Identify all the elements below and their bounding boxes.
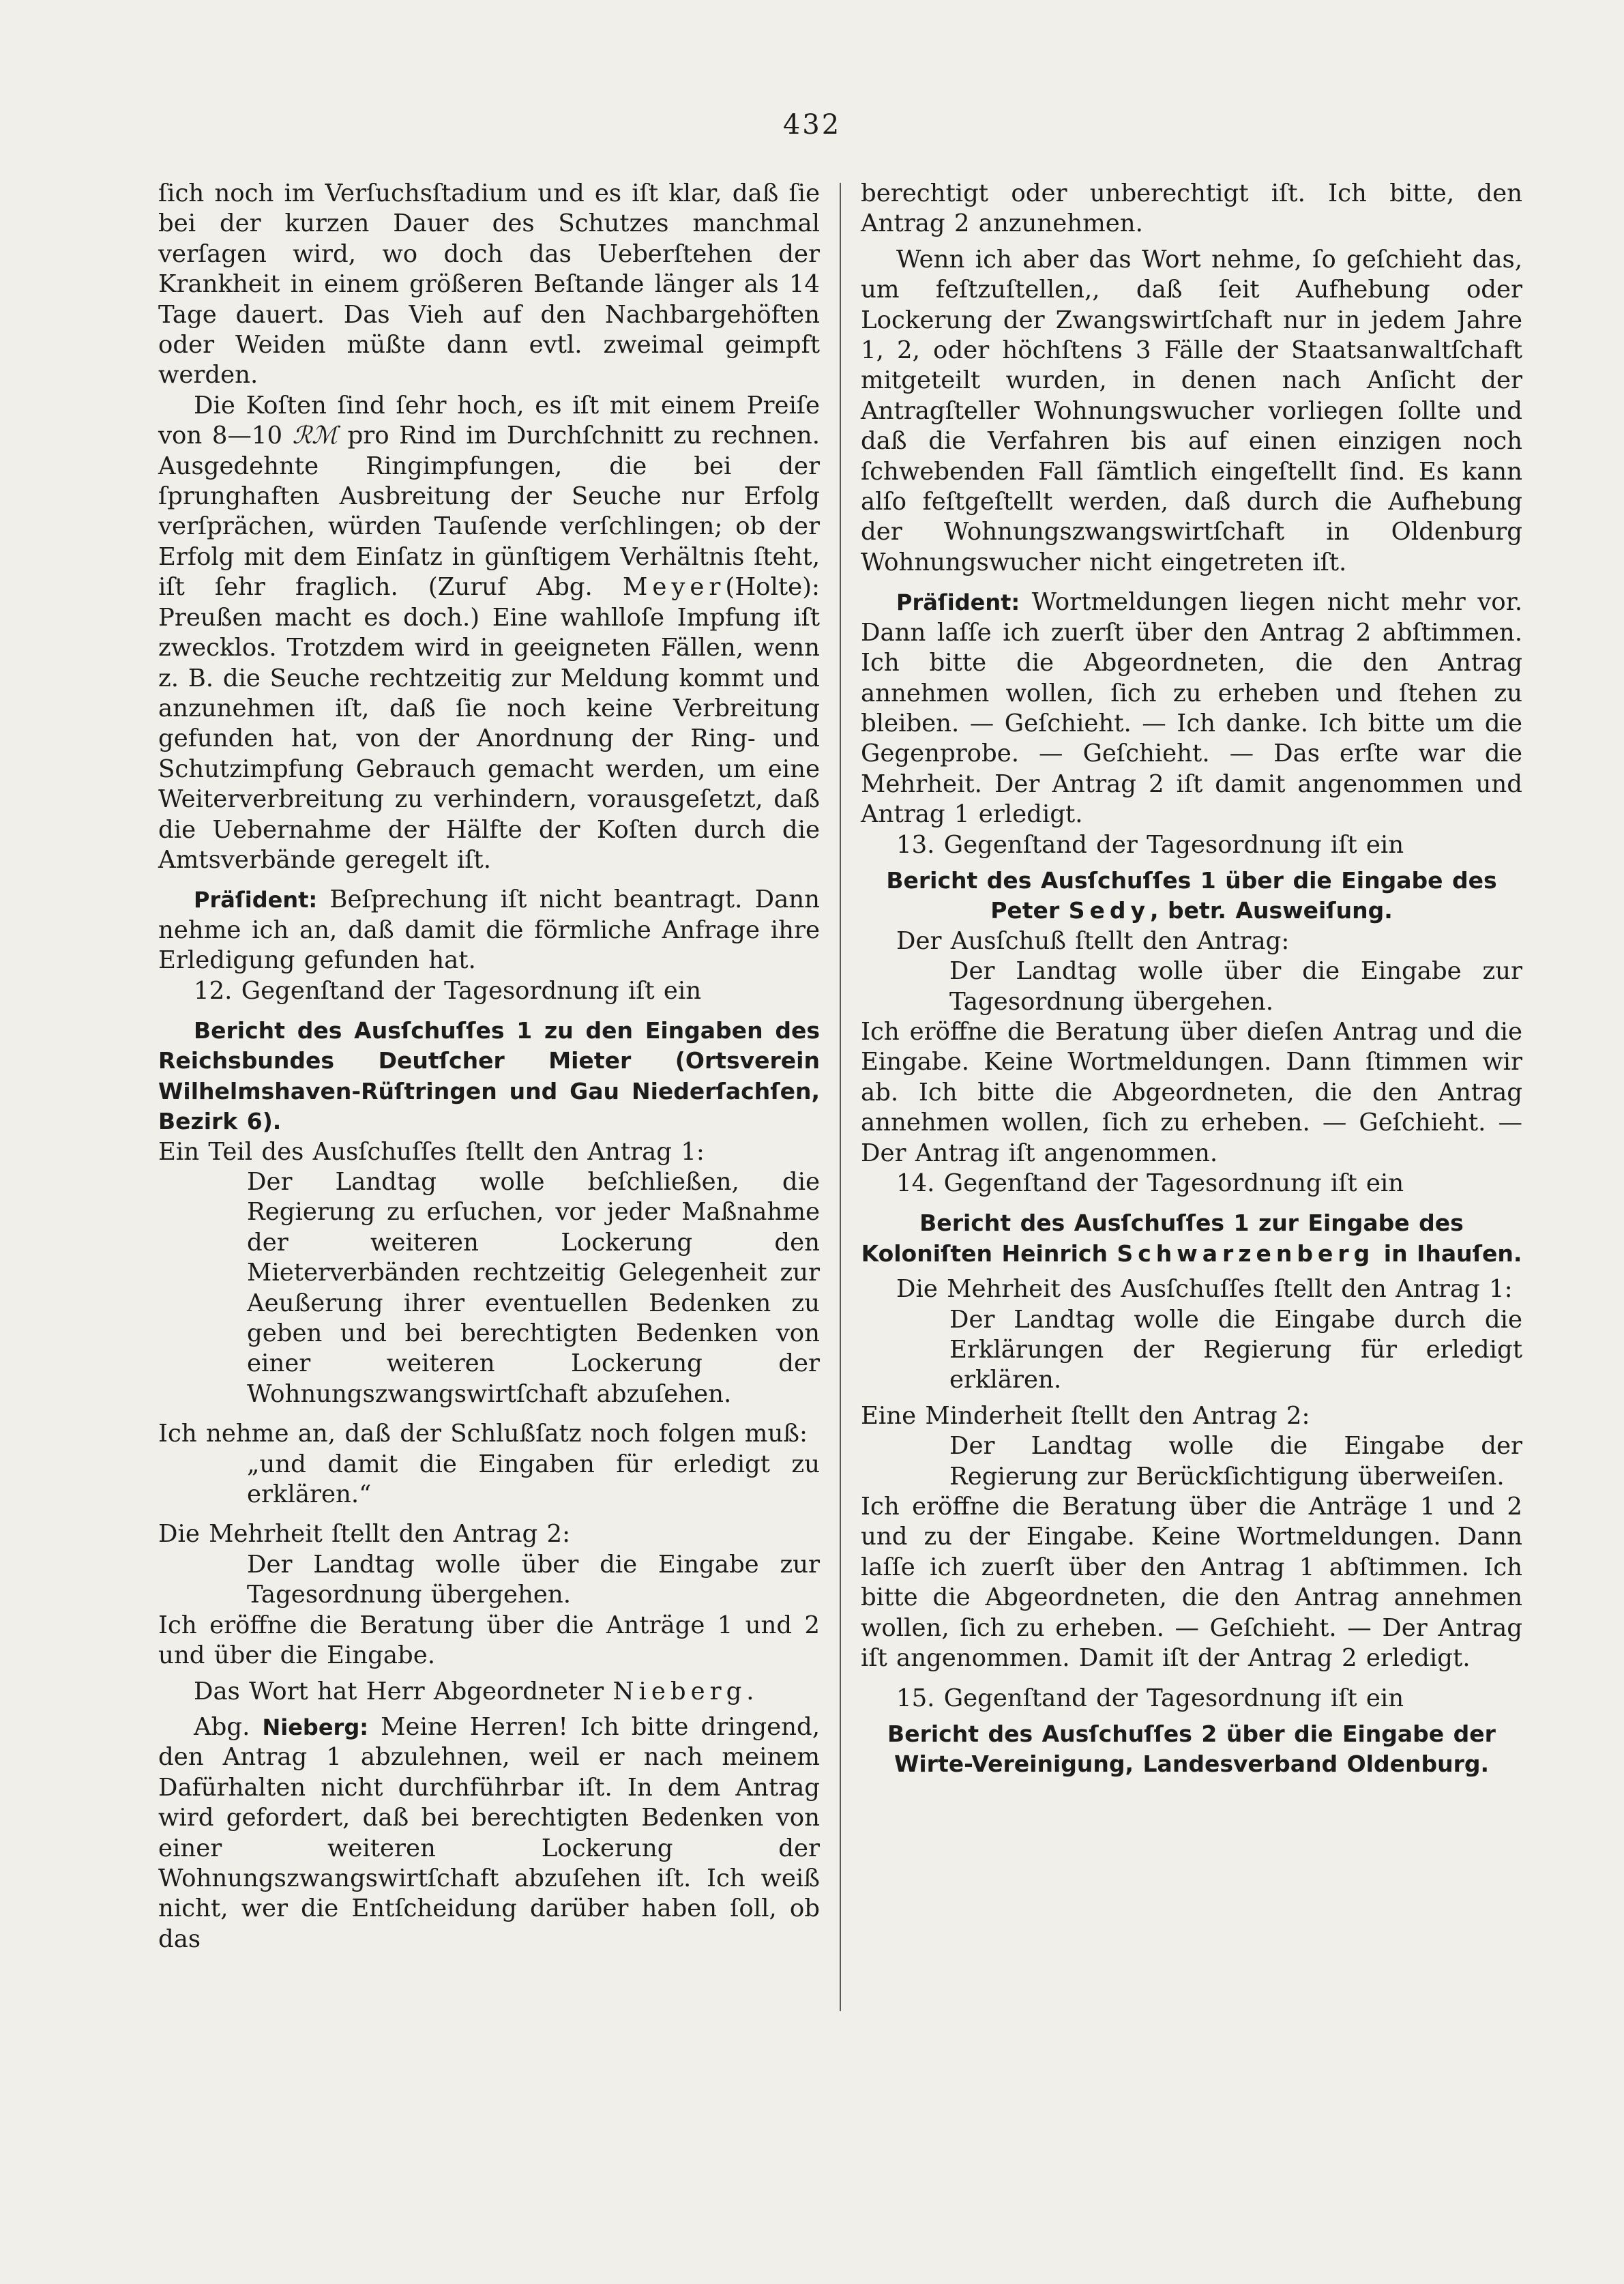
motion-text: Der Landtag wolle die Eingabe der Regierung zur Berückſichtigung überweiſen. <box>949 1432 1522 1491</box>
paragraph: Das Wort hat Herr Abgeordneter Nieberg. <box>194 1677 754 1705</box>
speaker-name: Nieberg <box>612 1677 747 1705</box>
paragraph: Präſident: Beſprechung iſt nicht beantragt. Dann nehme ich an, daß damit die förmliche Anfrage ihre Erledigung gefunden hat. <box>158 885 820 975</box>
paragraph: Wenn ich aber das Wort nehme, ſo geſchieht das, um feſtzuſtellen,, daß ſeit Aufhebung oder Lockerung der Zwangswirtſchaft nur in jedem Jahre 1, 2, oder höchſtens 3 Fälle der Staatsanwaltſchaft mitgeteilt wurden, in denen nach Anſicht der Antragſteller Wohnungswucher vorliegen ſollte und daß die Verfahren bis auf einen einzigen noch ſchwebenden Fall ſämtlich eingeſtellt ſind. Es kann alſo feſtgeſtellt werden, daß durch die Aufhebung der Wohnungszwangswirtſchaft in Oldenburg Wohnungswucher nicht eingetreten iſt. <box>861 245 1522 576</box>
paragraph: ſich noch im Verſuchsſtadium und es iſt klar, daß ſie bei der kurzen Dauer des Schutzes manchmal verſagen wird, wo doch das Ueberſtehen der Krankheit in einem größeren Beſtande länger als 14 Tage dauert. Das Vieh auf den Nachbargehöften oder Weiden müßte dann evtl. zweimal geimpft werden. <box>158 179 820 390</box>
paragraph: Ich nehme an, daß der Schlußſatz noch folgen muß: <box>158 1420 808 1448</box>
petitioner-name: Sedy <box>1068 897 1151 924</box>
paragraph: Eine Minderheit ſtellt den Antrag 2: <box>861 1401 1310 1430</box>
page-number: 432 <box>782 109 842 141</box>
motion-text: Der Landtag wolle beſchließen, die Regierung zu erſuchen, vor jeder Maßnahme der weiteren Lockerung den Mieterverbänden rechtzeitig Gelegenheit zur Aeußerung ihrer eventuellen Bedenken zu geben und bei berechtigten Bedenken von einer weiteren Lockerung der Wohnungszwangswirtſchaft abzuſehen. <box>247 1168 820 1408</box>
agenda-item: 14. Gegenſtand der Tagesordnung iſt ein <box>896 1169 1404 1197</box>
currency-symbol: ℛℳ <box>292 422 338 450</box>
paragraph: Ein Teil des Ausſchuſſes ſtellt den Antrag 1: <box>158 1137 705 1166</box>
text-columns <box>158 179 1522 2198</box>
agenda-heading: Bericht des Ausſchuſſes 1 zu den Eingaben des Reichsbundes Deutſcher Mieter (Ortsverein Wilhelmshaven-Rüſtringen und Gau Niederſachſen, Bezirk 6). <box>158 1016 820 1135</box>
speaker-label: Präſident: <box>896 589 1020 616</box>
speaker-name: Meyer <box>622 573 726 602</box>
motion-text: Der Landtag wolle über die Eingabe zur Tagesordnung übergehen. <box>247 1550 820 1609</box>
agenda-heading: Bericht des Ausſchuſſes 1 zur Eingabe des Koloniſten Heinrich Schwarzenberg in Ihauſen. <box>861 1210 1522 1267</box>
paragraph: Präſident: Wortmeldungen liegen nicht mehr vor. Dann laſſe ich zuerſt über den Antrag 2 abſtimmen. Ich bitte die Abgeordneten, die den Antrag annehmen wollen, ſich zu erheben und ſtehen zu bleiben. — Geſchieht. — Ich danke. Ich bitte um die Gegenprobe. — Geſchieht. — Das erſte war die Mehrheit. Der Antrag 2 iſt damit angenommen und Antrag 1 erledigt. <box>861 588 1522 829</box>
column-divider <box>840 183 841 2011</box>
motion-text: Der Landtag wolle die Eingabe durch die Erklärungen der Regierung für erledigt erklären. <box>949 1305 1522 1394</box>
paragraph: Ich eröffne die Beratung über dieſen Antrag und die Eingabe. Keine Wortmeldungen. Dann ſtimmen wir ab. Ich bitte die Abgeordneten, die den Antrag annehmen wollen, ſich zu erheben. — Geſchieht. — Der Antrag iſt angenommen. <box>861 1017 1522 1167</box>
right-column <box>861 179 1522 2198</box>
paragraph: Die Mehrheit des Ausſchuſſes ſtellt den Antrag 1: <box>896 1275 1513 1304</box>
agenda-item: 13. Gegenſtand der Tagesordnung iſt ein <box>896 830 1404 859</box>
paragraph: berechtigt oder unberechtigt iſt. Ich bitte, den Antrag 2 anzunehmen. <box>861 179 1522 238</box>
agenda-item: 15. Gegenſtand der Tagesordnung iſt ein <box>896 1684 1404 1712</box>
petitioner-name: Schwarzenberg <box>1117 1240 1375 1267</box>
agenda-heading: Bericht des Ausſchuſſes 2 über die Eingabe der Wirte-Vereinigung, Landesverband Oldenburg. <box>887 1720 1496 1778</box>
motion-text: „und damit die Eingaben für erledigt zu erklären.“ <box>247 1450 820 1509</box>
paragraph: Die Mehrheit ſtellt den Antrag 2: <box>158 1520 571 1549</box>
paragraph: Der Ausſchuß ſtellt den Antrag: <box>896 926 1290 955</box>
left-column <box>158 179 820 2198</box>
paragraph: Ich eröffne die Beratung über die Anträge 1 und 2 und über die Eingabe. <box>158 1611 820 1670</box>
speaker-label: Präſident: <box>194 887 318 913</box>
agenda-item: 12. Gegenſtand der Tagesordnung iſt ein <box>194 976 702 1005</box>
speaker-label: Nieberg: <box>262 1714 369 1740</box>
paragraph: Ich eröffne die Beratung über die Anträge 1 und 2 und zu der Eingabe. Keine Wortmeldungen. Dann laſſe ich zuerſt über den Antrag 1 abſtimmen. Ich bitte die Abgeordneten, die den Antrag annehmen wollen, ſich zu erheben. — Geſchieht. — Der Antrag iſt angenommen. Damit iſt der Antrag 2 erledigt. <box>861 1493 1522 1673</box>
paragraph: Die Koſten ſind ſehr hoch, es iſt mit einem Preiſe von 8—10 ℛℳ pro Rind im Durchſchnitt zu rechnen. Ausgedehnte Ringimpfungen, die bei der ſprunghaften Ausbreitung der Seuche nur Erfolg verſprächen, würden Tauſende verſchlingen; ob der Erfolg mit dem Einſatz in günſtigem Verhältnis ſteht, iſt ſehr fraglich. (Zuruf Abg. Meyer(Holte): Preußen macht es doch.) Eine wahlloſe Impfung iſt zwecklos. Trotzdem wird in geeigneten Fällen, wenn z. B. die Seuche rechtzeitig zur Meldung kommt und anzunehmen iſt, daß ſie noch keine Verbreitung gefunden hat, von der Anordnung der Ring- und Schutzimpfung Gebrauch gemacht werden, um eine Weiterverbreitung zu verhindern, vorausgeſetzt, daß die Uebernahme der Hälfte der Koſten durch die Amtsverbände geregelt iſt. <box>158 391 820 874</box>
motion-text: Der Landtag wolle über die Eingabe zur Tagesordnung übergehen. <box>949 957 1522 1016</box>
paragraph: Abg. Nieberg: Meine Herren! Ich bitte dringend, den Antrag 1 abzulehnen, weil er nach meinem Dafürhalten nicht durchführbar iſt. In dem Antrag wird gefordert, daß bei berechtigten Bedenken von einer weiteren Lockerung der Wohnungszwangswirtſchaft abzuſehen iſt. Ich weiß nicht, wer die Entſcheidung darüber haben ſoll, ob das <box>158 1712 820 1953</box>
agenda-heading: Bericht des Ausſchuſſes 1 über die Eingabe des Peter Sedy, betr. Ausweiſung. <box>886 866 1497 924</box>
